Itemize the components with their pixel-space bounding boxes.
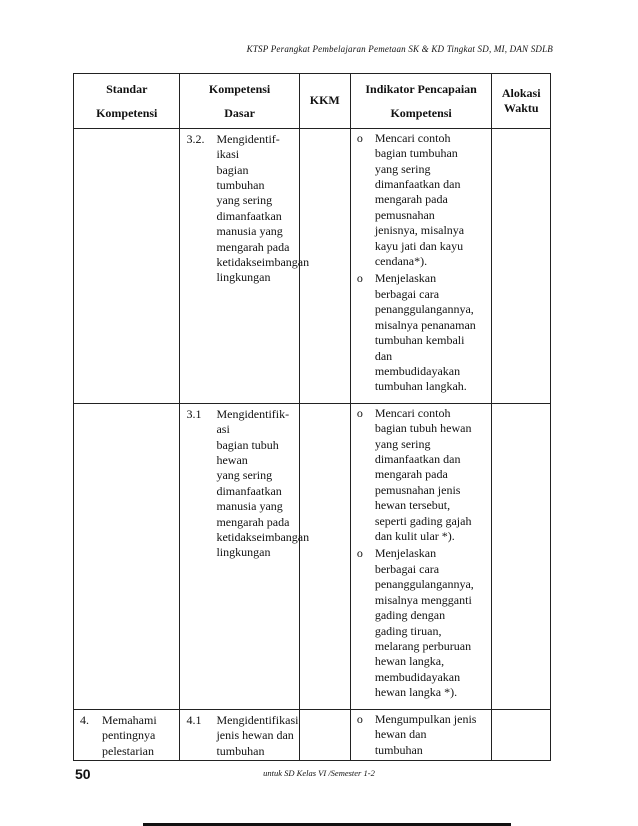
indicator-cell: [350, 403, 492, 709]
header-standar-kompetensi: Standar Kompetensi: [74, 74, 180, 129]
indicator-item: o Menjelaskan berbagai cara penanggulangannya, misalnya penanaman tumbuhan kembali dan membudidayakan tumbuhan langkah.: [356, 271, 476, 394]
time-cell: [492, 128, 551, 403]
bullet-icon: o: [356, 711, 363, 726]
kd-cell: 3.2. Mengidentif-ikasi bagian tumbuhan yang sering dimanfaatkan manusia yang mengarah pada ketidakseimbangan lingkungan: [180, 128, 299, 403]
bullet-icon: o: [356, 130, 363, 145]
table-row: [74, 128, 551, 403]
kkm-cell: [299, 709, 350, 760]
sk-cell: [74, 403, 180, 709]
table-header-row: [74, 74, 551, 129]
header-kkm: KKM: [299, 74, 350, 129]
bullet-icon: o: [356, 546, 363, 561]
kd-cell: 4.1 Mengidentifikasi jenis hewan dan tumbuhan: [180, 709, 299, 760]
table-row: [74, 709, 551, 760]
header-kompetensi-dasar: Kompetensi Dasar: [180, 74, 299, 129]
kkm-cell: [299, 403, 350, 709]
header-indikator: Indikator Pencapaian Kompetensi: [350, 74, 492, 129]
indicator-item: o Mencari contoh bagian tumbuhan yang sering dimanfaatkan dan mengarah pada pemusnahan jenisnya, misalnya kayu jati dan kayu cendana*).: [356, 130, 465, 269]
indicator-item: o Mencari contoh bagian tubuh hewan yang sering dimanfaatkan dan mengarah pada pemusnahan jenis hewan tersebut, seperti gading gajah dan kulit ular *).: [356, 405, 472, 544]
page-number: 50: [75, 766, 91, 782]
indicator-item: o Mengumpulkan jenis hewan dan tumbuhan: [356, 711, 477, 757]
indicator-cell: [350, 128, 492, 403]
time-cell: [492, 709, 551, 760]
kd-cell: 3.1 Mengidentifik-asi bagian tubuh hewan yang sering dimanfaatkan manusia yang mengarah pada ketidakseimbangan lingkungan: [180, 403, 299, 709]
table-row: [74, 403, 551, 709]
bullet-icon: o: [356, 405, 363, 420]
footer-text: untuk SD Kelas VI /Semester 1-2: [263, 768, 375, 778]
sk-cell: [74, 128, 180, 403]
header-alokasi-waktu: Alokasi Waktu: [492, 74, 551, 129]
indicator-cell: [350, 709, 492, 760]
indicator-item: o Menjelaskan berbagai cara penanggulangannya, misalnya mengganti gading dengan gading tiruan, melarang perburuan hewan langka, membudidayakan hewan langka *).: [356, 546, 474, 700]
running-header: KTSP Perangkat Pembelajaran Pemetaan SK & KD Tingkat SD, MI, DAN SDLB: [246, 44, 553, 54]
sk-cell: 4. Memahami pentingnya pelestarian: [74, 709, 180, 760]
bullet-icon: o: [356, 271, 363, 286]
time-cell: [492, 403, 551, 709]
competency-table: [73, 73, 551, 761]
